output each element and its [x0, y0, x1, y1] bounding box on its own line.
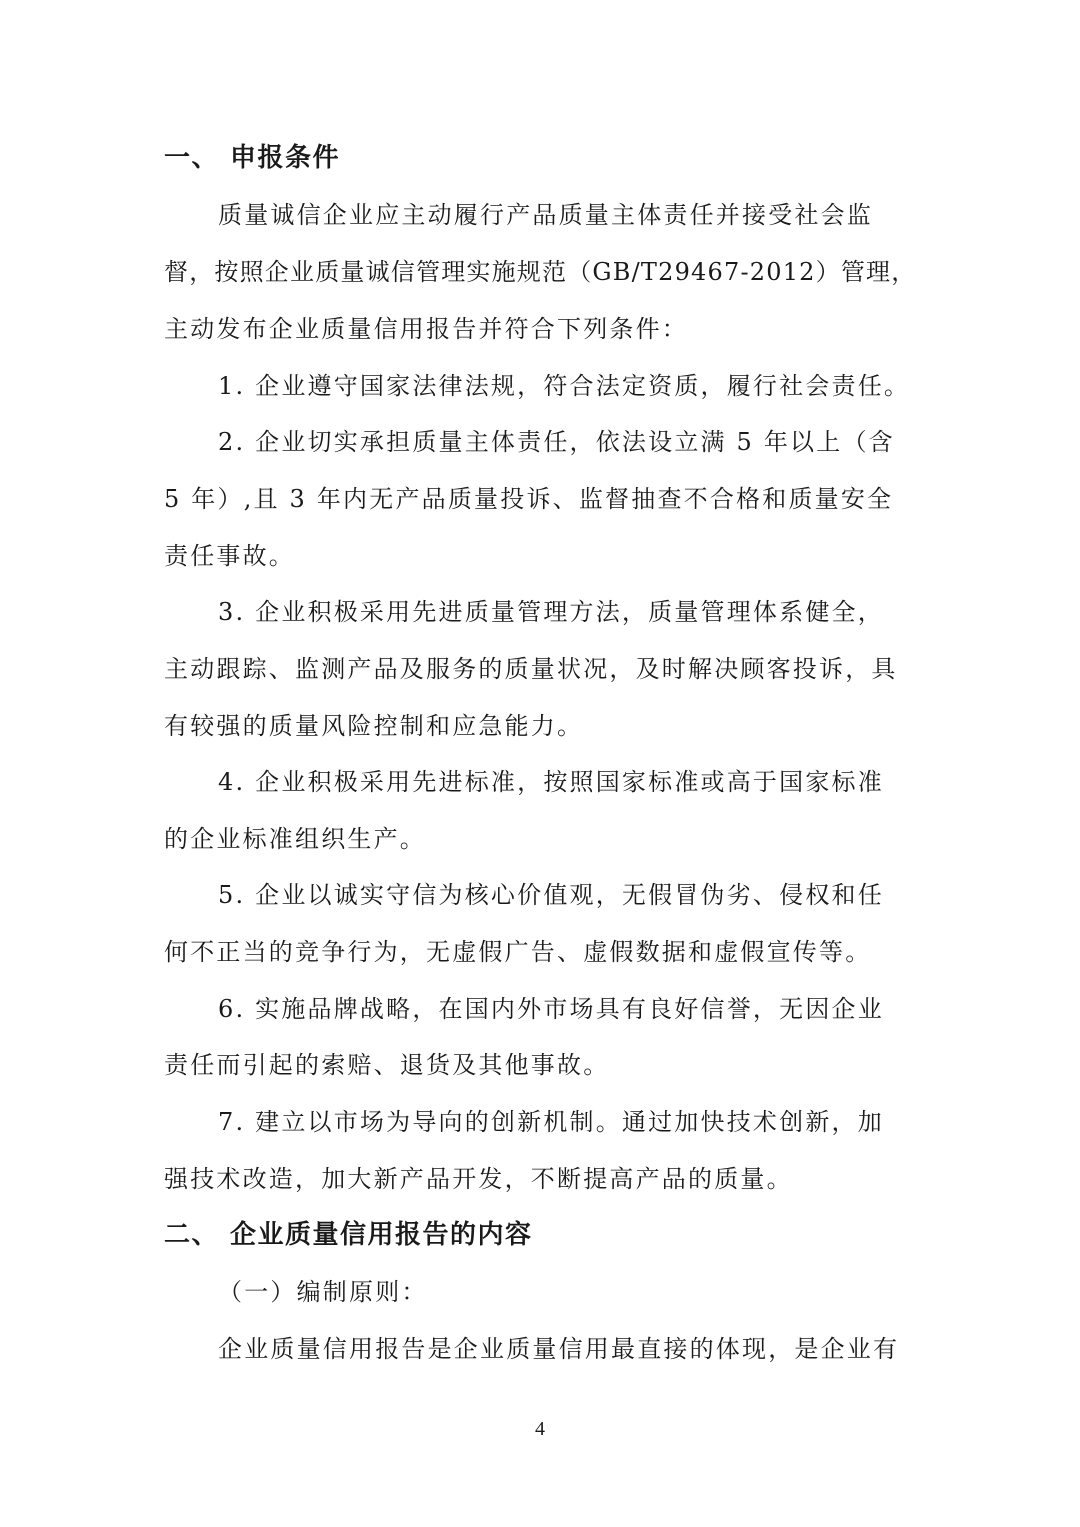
subsection-heading: （一）编制原则：: [218, 1278, 428, 1306]
section-number: 一、: [164, 143, 220, 173]
paragraph-line: 何不正当的竞争行为，无虚假广告、虚假数据和虚假宣传等。: [164, 938, 872, 966]
list-item-5: 5. 企业以诚实守信为核心价值观，无假冒伪劣、侵权和任: [218, 881, 884, 909]
section-heading-2: [164, 1215, 533, 1255]
paragraph-line: 督，按照企业质量诚信管理实施规范（GB/T29467-2012）管理，: [164, 258, 917, 286]
paragraph-line: 强技术改造，加大新产品开发，不断提高产品的质量。: [164, 1165, 793, 1193]
section-number: 二、: [164, 1220, 220, 1250]
section-heading-1: [164, 138, 340, 178]
paragraph-line: 企业质量信用报告是企业质量信用最直接的体现，是企业有: [218, 1335, 900, 1363]
paragraph-line: 主动发布企业质量信用报告并符合下列条件：: [164, 315, 688, 343]
paragraph-line: 责任而引起的索赔、退货及其他事故。: [164, 1051, 610, 1079]
page-number: 4: [535, 1418, 545, 1440]
list-item-7: 7. 建立以市场为导向的创新机制。通过加快技术创新，加: [218, 1108, 884, 1136]
paragraph-line: 责任事故。: [164, 542, 295, 570]
list-item-3: 3. 企业积极采用先进质量管理方法，质量管理体系健全，: [218, 598, 884, 626]
paragraph-line: 有较强的质量风险控制和应急能力。: [164, 712, 584, 740]
list-item-6: 6. 实施品牌战略，在国内外市场具有良好信誉，无因企业: [218, 995, 884, 1023]
list-item-2: 2. 企业切实承担质量主体责任，依法设立满 5 年以上（含: [218, 428, 895, 456]
paragraph-line: 5 年）,且 3 年内无产品质量投诉、监督抽查不合格和质量安全: [164, 485, 894, 513]
paragraph-line: 的企业标准组织生产。: [164, 825, 426, 853]
list-item-4: 4. 企业积极采用先进标准，按照国家标准或高于国家标准: [218, 768, 884, 796]
paragraph-line: 主动跟踪、监测产品及服务的质量状况，及时解决顾客投诉，具: [164, 655, 898, 683]
list-item-1: 1. 企业遵守国家法律法规，符合法定资质，履行社会责任。: [218, 372, 911, 400]
paragraph-line: 质量诚信企业应主动履行产品质量主体责任并接受社会监: [218, 201, 873, 229]
section-title: 申报条件: [230, 143, 341, 173]
section-title: 企业质量信用报告的内容: [230, 1220, 533, 1250]
